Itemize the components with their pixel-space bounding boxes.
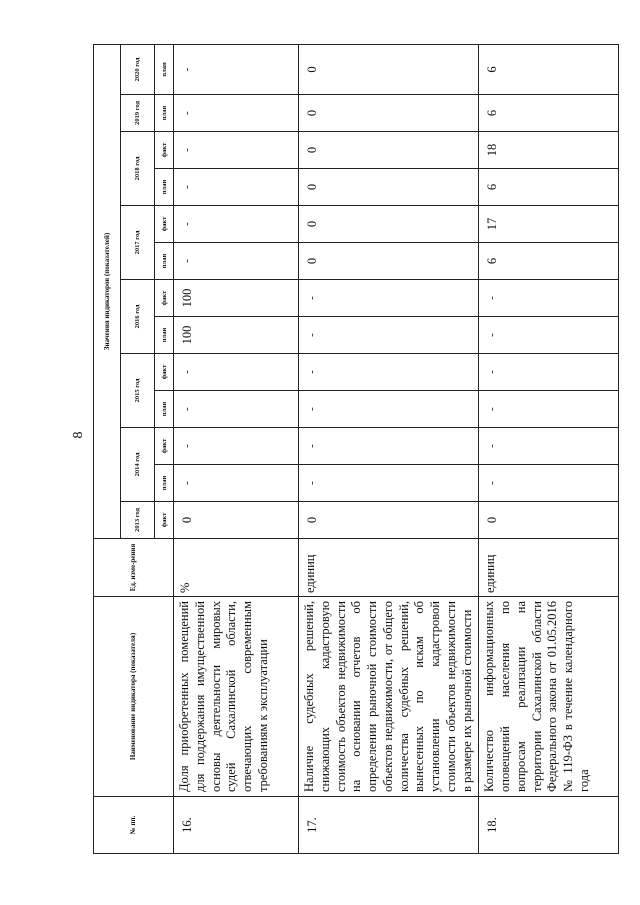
- value-cell: 0: [479, 502, 619, 539]
- value-cell: -: [174, 465, 299, 502]
- value-cell: -: [174, 206, 299, 243]
- sub-label: план: [155, 243, 174, 280]
- header-name: Наименование индикатора (показателя): [94, 597, 174, 797]
- value-cell: 6: [479, 44, 619, 94]
- rotated-table-container: [93, 46, 623, 854]
- header-values: Значения индикаторов (показателей): [94, 44, 121, 538]
- year-2017: 2017 год: [121, 206, 155, 280]
- indicator-unit: единиц: [479, 539, 619, 597]
- table-row: [174, 44, 299, 853]
- value-cell: -: [479, 391, 619, 428]
- value-cell: 0: [299, 206, 479, 243]
- value-cell: -: [299, 428, 479, 465]
- table-row: [299, 44, 479, 853]
- value-cell: -: [174, 391, 299, 428]
- value-cell: -: [299, 354, 479, 391]
- value-cell: -: [479, 317, 619, 354]
- sub-label: план: [155, 95, 174, 132]
- value-cell: 17: [479, 206, 619, 243]
- year-2014: 2014 год: [121, 428, 155, 502]
- value-cell: -: [479, 428, 619, 465]
- value-cell: 100: [174, 280, 299, 317]
- row-number: 17.: [299, 797, 479, 854]
- year-2015: 2015 год: [121, 354, 155, 428]
- indicators-table: [93, 44, 619, 854]
- value-cell: 6: [479, 169, 619, 206]
- value-cell: -: [299, 465, 479, 502]
- table-row: [479, 44, 619, 853]
- value-cell: -: [479, 465, 619, 502]
- header-no: № пп.: [94, 797, 174, 854]
- value-cell: 6: [479, 243, 619, 280]
- indicator-name: Наличие судебных решений, снижающих кадастровую стоимость объектов недвижимости на основании отчетов об определении рыночной стоимости объектов недвижимости, от общего количества судебных решений, вынесенных по искам об установлении кадастровой стоимости объектов недвижимости в размере их рыночной стоимости: [299, 597, 479, 797]
- value-cell: -: [479, 354, 619, 391]
- value-cell: 0: [299, 132, 479, 169]
- value-cell: 0: [174, 502, 299, 539]
- sub-label: факт: [155, 354, 174, 391]
- value-cell: 0: [299, 502, 479, 539]
- sub-label: план: [155, 169, 174, 206]
- sub-label: план: [155, 465, 174, 502]
- row-number: 16.: [174, 797, 299, 854]
- sub-label: план: [155, 391, 174, 428]
- page-number: 8: [71, 431, 86, 439]
- indicator-unit: %: [174, 539, 299, 597]
- sub-label: факт: [155, 502, 174, 539]
- value-cell: -: [174, 132, 299, 169]
- year-2020: 2020 год: [121, 44, 155, 94]
- value-cell: -: [479, 280, 619, 317]
- value-cell: 0: [299, 243, 479, 280]
- value-cell: -: [174, 354, 299, 391]
- year-2016: 2016 год: [121, 280, 155, 354]
- value-cell: -: [174, 169, 299, 206]
- value-cell: 18: [479, 132, 619, 169]
- year-2013: 2013 год: [121, 502, 155, 539]
- header-unit: Ед. изме-рения: [94, 539, 174, 597]
- indicator-name: Количество информационных оповещений населения по вопросам реализации на территории Сахалинской области Федерального закона от 01.05.2016 № 119-ФЗ в течение календарного года: [479, 597, 619, 797]
- sub-label: факт: [155, 280, 174, 317]
- value-cell: -: [174, 44, 299, 94]
- value-cell: 100: [174, 317, 299, 354]
- sub-label: факт: [155, 132, 174, 169]
- value-cell: 0: [299, 95, 479, 132]
- sub-label: факт: [155, 206, 174, 243]
- value-cell: -: [299, 391, 479, 428]
- indicator-unit: единиц: [299, 539, 479, 597]
- year-2019: 2019 год: [121, 95, 155, 132]
- sub-label: факт: [155, 428, 174, 465]
- row-number: 18.: [479, 797, 619, 854]
- value-cell: -: [299, 280, 479, 317]
- value-cell: -: [174, 243, 299, 280]
- value-cell: 0: [299, 169, 479, 206]
- indicator-name: Доля приобретенных помещений для поддержания имущественной основы деятельности мировых судей Сахалинской области, отвечающих современным требованиям к эксплуатации: [174, 597, 299, 797]
- value-cell: -: [174, 95, 299, 132]
- sub-label: план: [155, 44, 174, 94]
- sub-label: план: [155, 317, 174, 354]
- value-cell: -: [174, 428, 299, 465]
- value-cell: 6: [479, 95, 619, 132]
- value-cell: -: [299, 317, 479, 354]
- year-2018: 2018 год: [121, 132, 155, 206]
- value-cell: 0: [299, 44, 479, 94]
